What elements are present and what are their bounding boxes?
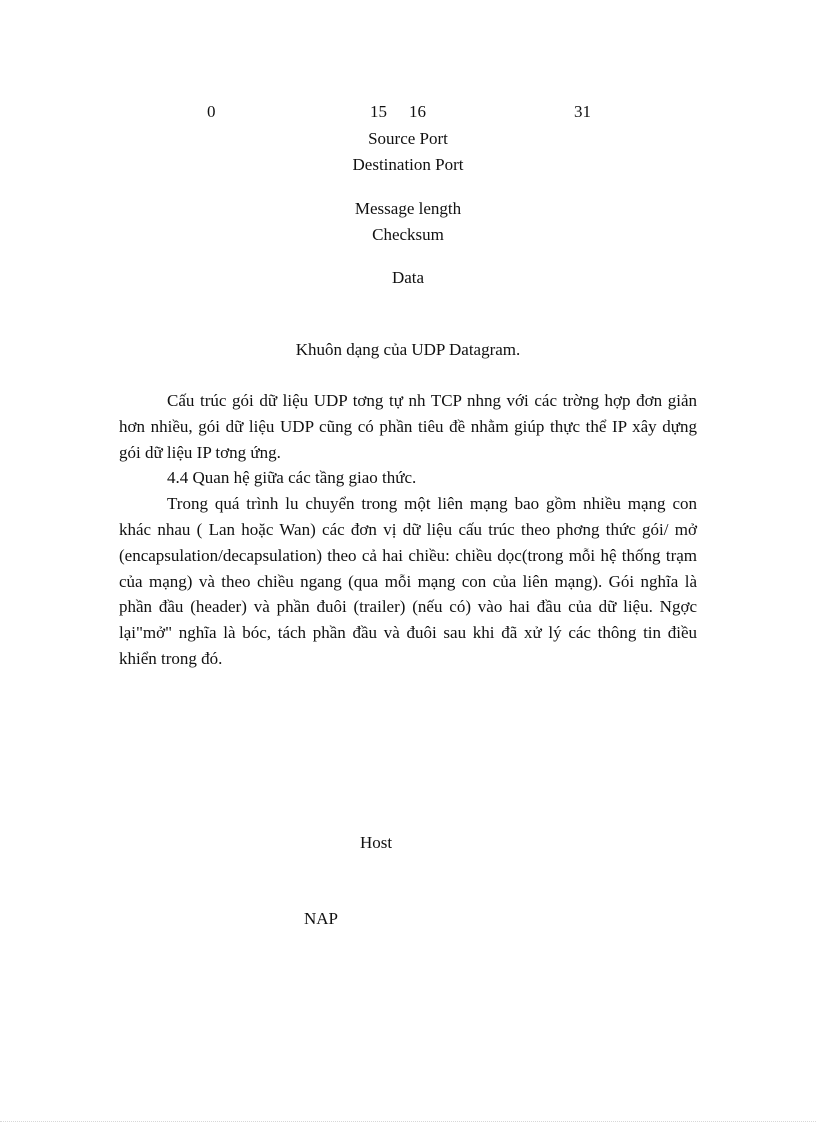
body-text — [119, 388, 697, 672]
field-source-port: Source Port — [368, 129, 448, 148]
field-destination-port: Destination Port — [352, 155, 464, 174]
bit-label-0: 0 — [207, 102, 216, 121]
bit-label-31: 31 — [574, 102, 591, 121]
diagram-label-host: Host — [360, 833, 393, 852]
section-heading-4-4: 4.4 Quan hệ giữa các tầng giao thức. — [167, 468, 417, 488]
bit-label-16: 16 — [409, 102, 426, 121]
bit-label-15: 15 — [370, 102, 387, 121]
paragraph-layer-relations: Trong quá trình lu chuyển trong một liên mạng bao gồm nhiều mạng con khác nhau ( Lan hoặc Wan) các đơn vị dữ liệu cấu trúc theo phơng thức gói/ mở (encapsulation/decapsulation) theo cả hai chiều: chiều dọc(trong mỗi hệ thống trạm của mạng) và theo chiều ngang (qua mỗi mạng con của liên mạng). Gói nghĩa là phần đầu (header) và phần đuôi (trailer) (nếu có) vào hai đầu của dữ liệu. Ngợc lại"mở" nghĩa là bóc, tách phần đầu và đuôi sau khi đã xử lý các thông tin điều khiển trong đó. — [119, 494, 697, 668]
field-message-length: Message length — [354, 199, 462, 218]
field-checksum: Checksum — [372, 225, 444, 244]
field-data: Data — [391, 268, 425, 287]
paragraph-udp-structure: Cấu trúc gói dữ liệu UDP tơng tự nh TCP nhng với các trờng hợp đơn giản hơn nhiều, gói dữ liệu UDP cũng có phần tiêu đề nhằm giúp thực thể IP xây dựng gói dữ liệu IP tơng ứng. — [119, 391, 697, 462]
diagram-label-nap: NAP — [304, 909, 339, 928]
figure-caption: Khuôn dạng của UDP Datagram. — [295, 340, 521, 359]
